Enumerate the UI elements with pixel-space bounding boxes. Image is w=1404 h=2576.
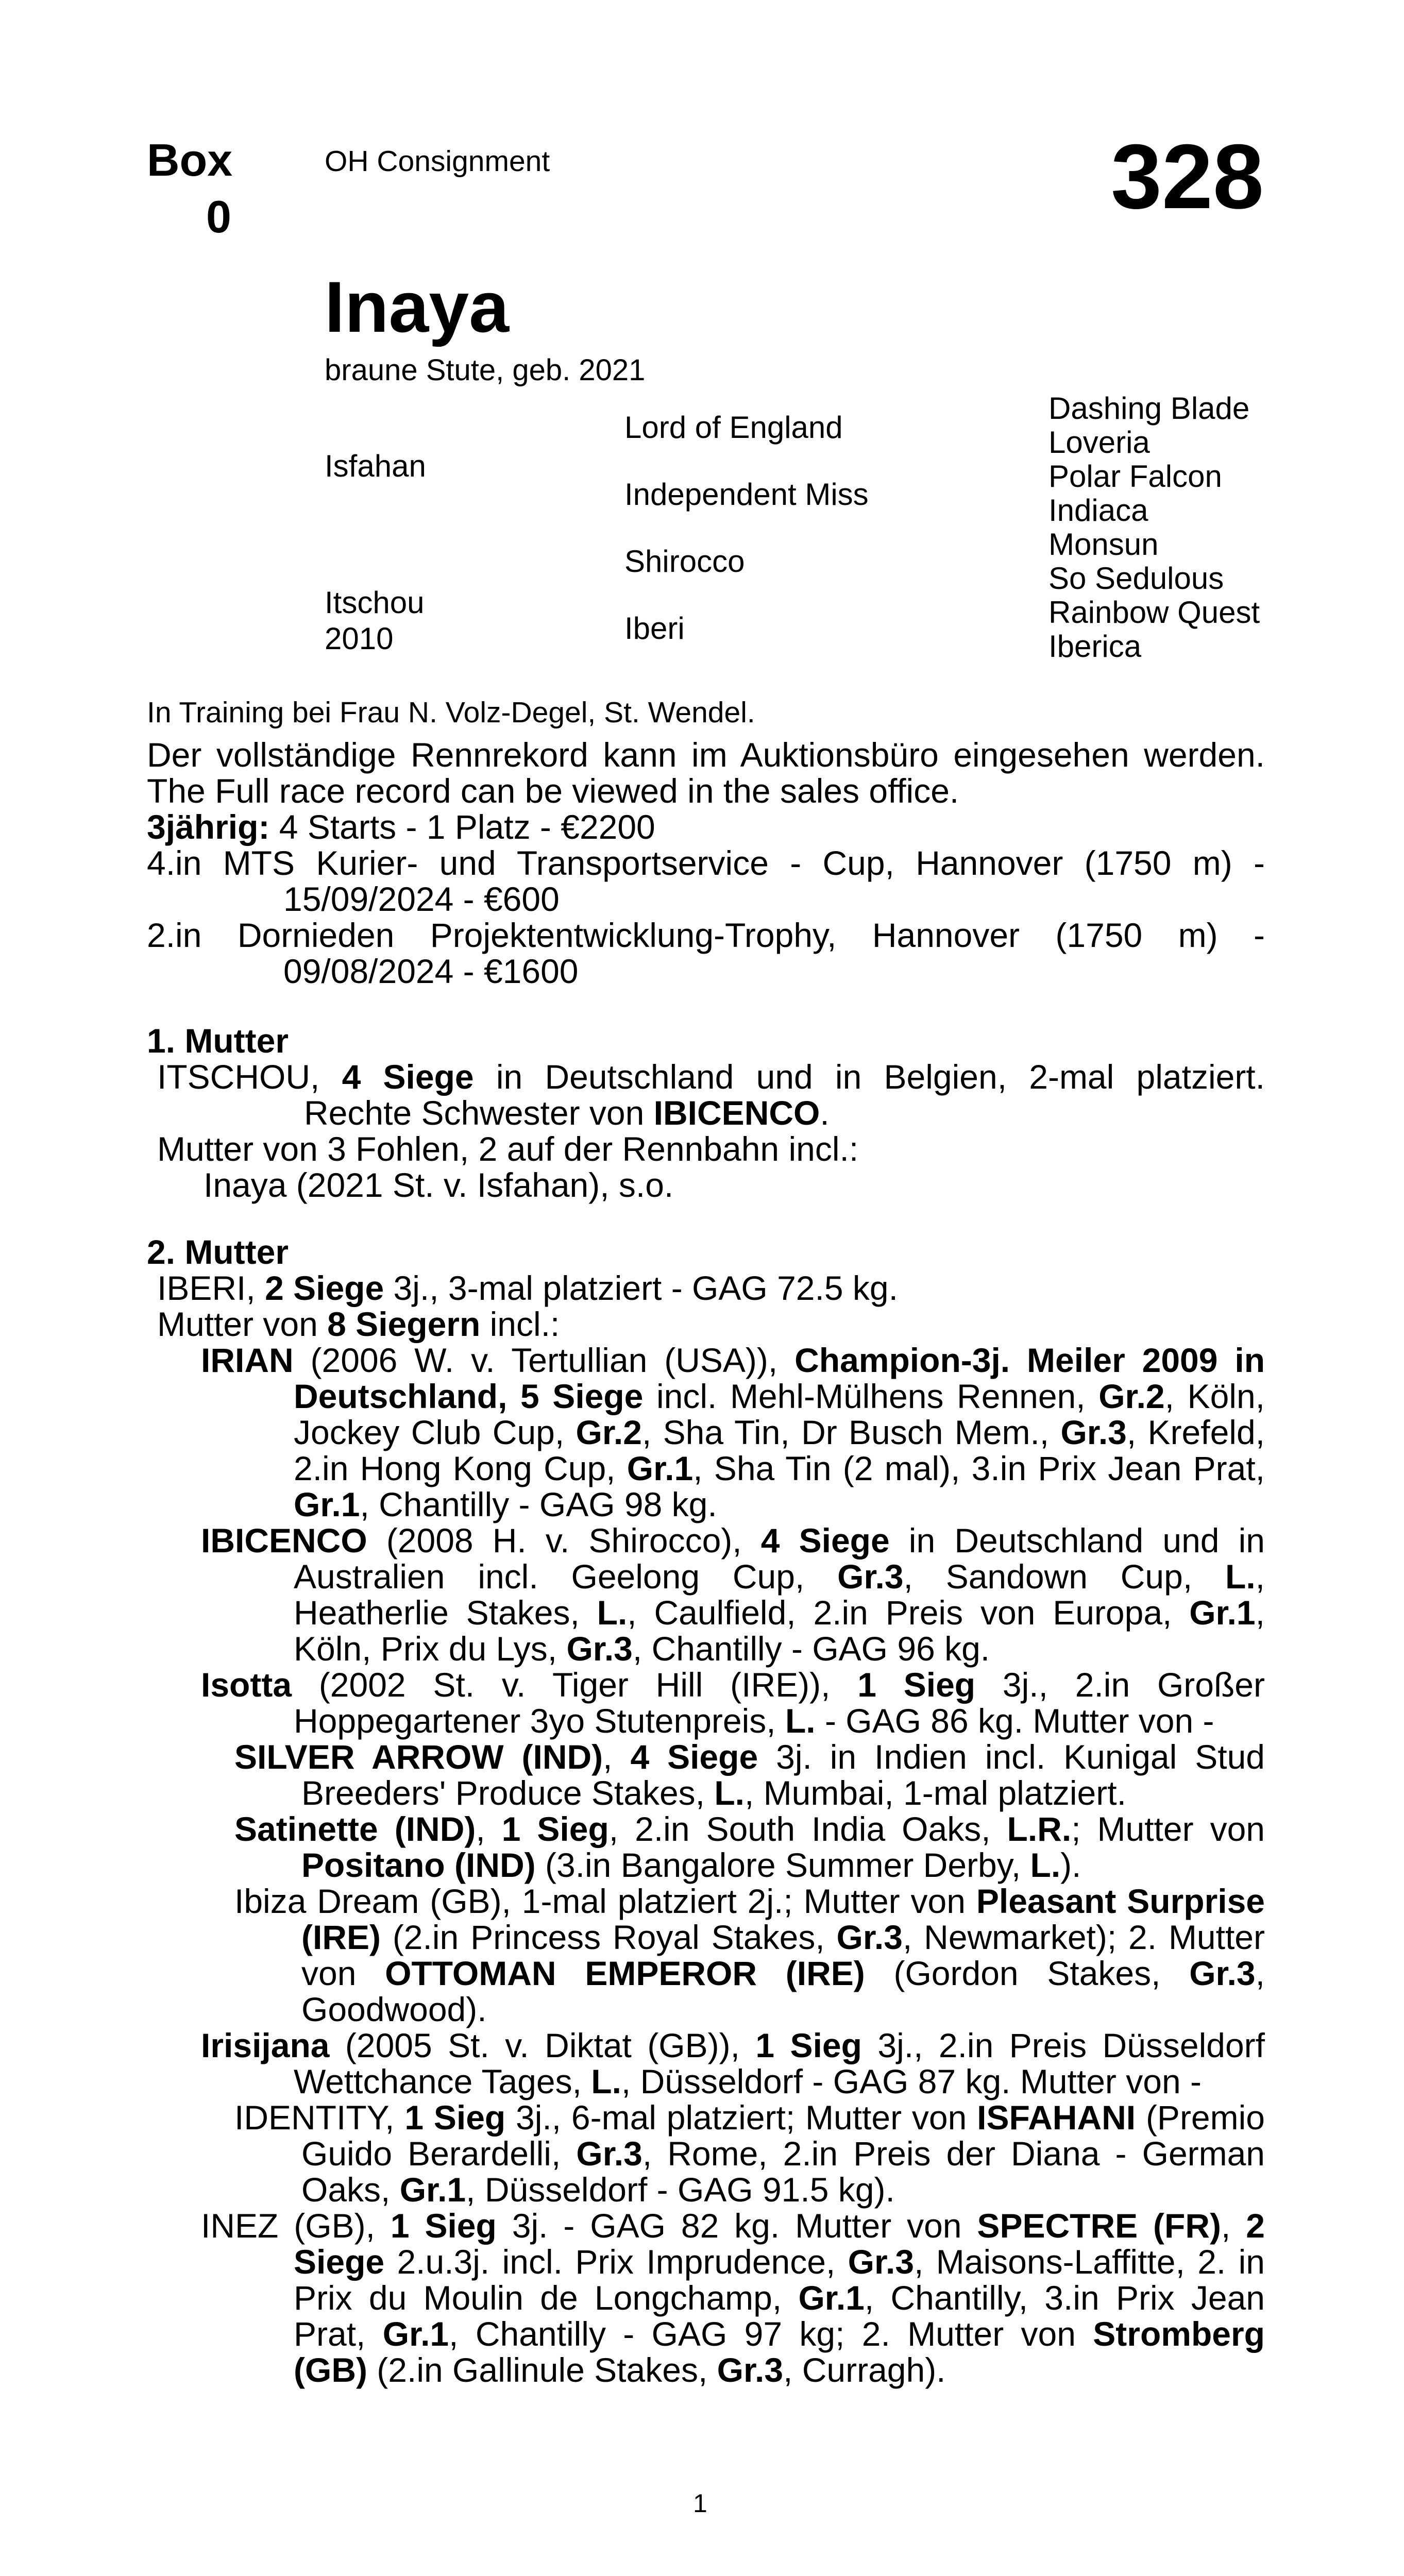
pedigree-dam-year: 2010 (325, 621, 394, 656)
race-line-date: 15/09/2024 - €600 (283, 880, 560, 918)
second-dam-text: 3j., 3-mal platziert - GAG 72.5 kg. (393, 1269, 898, 1307)
first-dam-text: in Deutschland und in Belgien, 2-mal platziert. (496, 1058, 1265, 1096)
race-record (147, 737, 1265, 989)
produce-sub-entry: Ibiza Dream (GB), 1-mal platziert 2j.; Mutter von Pleasant Surprise (IRE) (2.in Princess Royal Stakes, Gr.3, Newmarket); 2. Mutter von OTTOMAN EMPEROR (IRE) (Gordon Stakes, Gr.3, Goodwood). (234, 1882, 1265, 2028)
produce-entry: IBICENCO (2008 H. v. Shirocco), 4 Siege in Deutschland und in Australien incl. Geelong Cup, Gr.3, Sandown Cup, L., Heatherlie Stakes, L., Caulfield, 2.in Preis von Europa, Gr.1, Köln, Prix du Lys, Gr.3, Chantilly - GAG 96 kg. (201, 1521, 1265, 1668)
punctuation: . (820, 1094, 830, 1132)
first-dam-produce: Mutter von 3 Fohlen, 2 auf der Rennbahn incl.: (157, 1130, 859, 1168)
first-dam-heading: 1. Mutter (147, 1022, 289, 1060)
second-dam-wins: 2 Siege (265, 1269, 384, 1307)
consignor: OH Consignment (325, 145, 550, 178)
produce-entry: Isotta (2002 St. v. Tiger Hill (IRE)), 1 Sieg 3j., 2.in Großer Hoppegartener 3yo Stutenpreis, L. - GAG 86 kg. Mutter von - (201, 1666, 1265, 1740)
race-line-date: 09/08/2024 - €1600 (283, 952, 579, 990)
race-record-note-en: The Full race record can be viewed in the sales office. (147, 772, 959, 810)
first-dam-sibling: IBICENCO (653, 1094, 820, 1132)
second-dam-heading: 2. Mutter (147, 1233, 289, 1271)
produce-text: incl.: (489, 1305, 560, 1343)
second-dam-section (147, 1234, 1265, 2388)
produce-name: IBICENCO (201, 1521, 367, 1560)
produce-entry: Irisijana (2005 St. v. Diktat (GB)), 1 Sieg 3j., 2.in Preis Düsseldorf Wettchance Tages, L., Düsseldorf - GAG 87 kg. Mutter von - (201, 2026, 1265, 2100)
produce-sub-entry: SILVER ARROW (IND), 4 Siege 3j. in Indien incl. Kunigal Stud Breeders' Produce Stakes, L., Mumbai, 1-mal platziert. (234, 1738, 1265, 1812)
pedigree-ggp-item: So Sedulous (1048, 561, 1224, 596)
pedigree-ggp-item: Rainbow Quest (1048, 595, 1260, 630)
produce-text: Mutter von (157, 1305, 318, 1343)
box-number: 0 (206, 191, 231, 242)
horse-description: braune Stute, geb. 2021 (325, 353, 646, 387)
pedigree-ggp-item: Iberica (1048, 629, 1142, 664)
first-dam-sibling-text: Rechte Schwester von (304, 1094, 645, 1132)
pedigree-ggp-item: Monsun (1048, 527, 1159, 562)
produce-name: Irisijana (201, 2026, 330, 2064)
lot-number: 328 (1111, 125, 1264, 228)
pedigree-dam-sire: Shirocco (624, 544, 745, 579)
pedigree-ggp-item: Loveria (1048, 425, 1150, 460)
pedigree-sire-dam: Independent Miss (624, 477, 869, 512)
horse-name: Inaya (325, 266, 509, 347)
second-dam-produce (147, 1306, 1265, 1342)
age-summary: 4 Starts - 1 Platz - €2200 (279, 808, 655, 846)
first-dam-line (147, 1059, 1265, 1095)
race-line: 4.in MTS Kurier- und Transportservice - Cup, Hannover (1750 m) - (147, 844, 1265, 882)
produce-entry: INEZ (GB), 1 Sieg 3j. - GAG 82 kg. Mutter von SPECTRE (FR), 2 Siege 2.u.3j. incl. Prix Imprudence, Gr.3, Maisons-Laffitte, 2. in Prix du Moulin de Longchamp, Gr.1, Chantilly, 3.in Prix Jean Prat, Gr.1, Chantilly - GAG 97 kg; 2. Mutter von Stromberg (GB) (2.in Gallinule Stakes, Gr.3, Curragh). (201, 2207, 1265, 2389)
pedigree-ggp-item: Dashing Blade (1048, 391, 1250, 426)
pedigree-sire: Isfahan (325, 449, 426, 483)
box-label: Box (147, 134, 233, 185)
first-dam-sibling-line (147, 1095, 1265, 1131)
page-number: 1 (693, 2489, 707, 2518)
produce-name: Isotta (201, 1666, 292, 1704)
age-label: 3jährig: (147, 808, 270, 846)
produce-entry: IRIAN (2006 W. v. Tertullian (USA)), Champion-3j. Meiler 2009 in Deutschland, 5 Siege incl. Mehl-Mülhens Rennen, Gr.2, Köln, Jockey Club Cup, Gr.2, Sha Tin, Dr Busch Mem., Gr.3, Krefeld, 2.in Hong Kong Cup, Gr.1, Sha Tin (2 mal), 3.in Prix Jean Prat, Gr.1, Chantilly - GAG 98 kg. (201, 1341, 1265, 1523)
second-dam-name: IBERI, (157, 1269, 256, 1307)
first-dam-wins: 4 Siege (342, 1058, 474, 1096)
pedigree-dam-dam: Iberi (624, 611, 685, 646)
first-dam-name: ITSCHOU, (157, 1058, 320, 1096)
pedigree-sire-sire: Lord of England (624, 410, 843, 445)
pedigree-ggp-item: Polar Falcon (1048, 459, 1222, 494)
race-record-note-de: Der vollständige Rennrekord kann im Auktionsbüro eingesehen werden. (147, 736, 1265, 774)
pedigree-ggp (1048, 392, 1260, 664)
race-line: 2.in Dornieden Projektentwicklung-Trophy, Hannover (1750 m) - (147, 916, 1265, 954)
first-dam-section (147, 1023, 1265, 1203)
first-dam-foal: Inaya (2021 St. v. Isfahan), s.o. (204, 1166, 674, 1204)
produce-count: 8 Siegern (327, 1305, 481, 1343)
produce-sub-entry: Satinette (IND), 1 Sieg, 2.in South India Oaks, L.R.; Mutter von Positano (IND) (3.in Bangalore Summer Derby, L.). (234, 1810, 1265, 1884)
second-dam-intro (147, 1270, 1265, 1306)
pedigree-dam: Itschou (325, 585, 425, 620)
pedigree-ggp-item: Indiaca (1048, 493, 1148, 528)
race-record-summary (147, 809, 1265, 845)
produce-name: IRIAN (201, 1341, 294, 1379)
produce-sub-entry: IDENTITY, 1 Sieg 3j., 6-mal platziert; Mutter von ISFAHANI (Premio Guido Berardelli, Gr.3, Rome, 2.in Preis der Diana - German Oaks, Gr.1, Düsseldorf - GAG 91.5 kg). (234, 2098, 1265, 2209)
training-note: In Training bei Frau N. Volz-Degel, St. Wendel. (147, 696, 755, 729)
